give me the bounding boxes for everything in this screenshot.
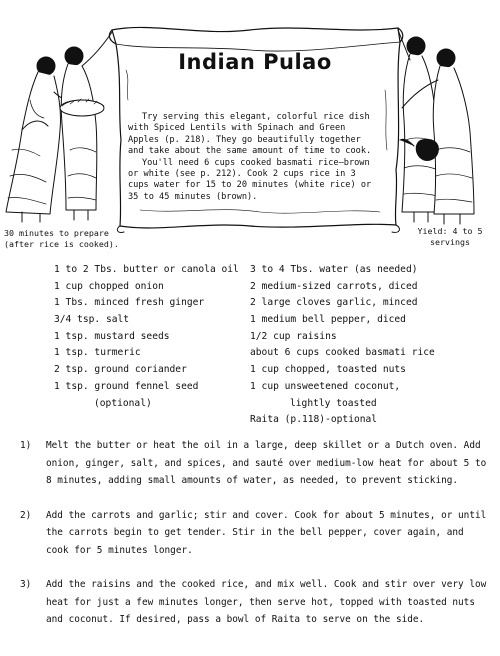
- step-text: Add the carrots and garlic; stir and cover. Cook for about 5 minutes, or until the carrots begin to get tender. Stir in the bell pepper, cover again, and cook for 5 minutes longer.: [46, 509, 487, 556]
- instruction-step: [20, 507, 490, 560]
- ingredient-item: 2 tsp. ground coriander: [54, 364, 187, 376]
- ingredient-item: 1 tsp. ground fennel seed: [54, 380, 199, 392]
- ingredient-item: 1 medium bell pepper, diced: [250, 314, 406, 326]
- ingredient-item: 1 Tbs. minced fresh ginger: [54, 297, 205, 309]
- step-text: Add the raisins and the cooked rice, and mix well. Cook and stir over very low heat for just a few minutes longer, then serve hot, topped with toasted nuts and coconut. If desired, pass a bowl of Raita to serve on the side.: [46, 579, 487, 625]
- recipe-title: Indian Pulao: [178, 50, 332, 74]
- ingredient-item: 1 tsp. mustard seeds: [54, 330, 170, 342]
- ingredient-item: 1 tsp. turmeric: [54, 347, 141, 359]
- instruction-step: [20, 576, 490, 629]
- left-woman-with-basket: [60, 32, 112, 220]
- ingredient-item: 2 medium-sized carrots, diced: [250, 280, 418, 292]
- recipe-intro: [128, 112, 380, 203]
- ingredient-item: lightly toasted: [290, 397, 377, 409]
- step-number: 3): [20, 579, 32, 590]
- ingredients-left-column: [54, 262, 244, 412]
- ingredient-item: Raita (p.118)-optional: [250, 414, 378, 426]
- ingredient-item: 1 cup chopped, toasted nuts: [250, 364, 406, 376]
- ingredients-right-column: [250, 262, 450, 429]
- right-woman-figure: [398, 30, 439, 222]
- prep-time: 30 minutes to prepare (after rice is cooked).: [4, 228, 119, 249]
- ingredient-item: 2 large cloves garlic, minced: [250, 297, 418, 309]
- ingredient-item: 1 cup unsweetened coconut,: [250, 380, 401, 392]
- step-text: Melt the butter or heat the oil in a large, deep skillet or a Dutch oven. Add onion, ginger, salt, and spices, and sauté over medium-low heat for about 5 to 8 minutes, adding small amounts of water, as needed, to prevent sticking.: [46, 440, 487, 486]
- instructions: [20, 437, 490, 629]
- instruction-step: [20, 437, 490, 490]
- step-number: 1): [20, 440, 32, 451]
- ingredient-item: 3 to 4 Tbs. water (as needed): [250, 264, 418, 275]
- intro-paragraph: You'll need 6 cups cooked basmati rice—brown or white (see p. 212). Cook 2 cups rice in 3 cups water for 15 to 20 minutes (white rice) or 35 to 45 minutes (brown).: [128, 157, 372, 202]
- ingredient-item: (optional): [94, 397, 152, 409]
- ingredient-item: about 6 cups cooked basmati rice: [250, 347, 435, 359]
- intro-paragraph: Try serving this elegant, colorful rice dish with Spiced Lentils with Spinach and Green Apples (p. 218). They go beautifully together and take about the same amount of time to cook.: [128, 112, 372, 157]
- step-number: 2): [20, 509, 32, 521]
- ingredient-item: 1 to 2 Tbs. butter or canola oil: [54, 264, 239, 275]
- ingredient-item: 3/4 tsp. salt: [54, 314, 130, 326]
- yield: Yield: 4 to 5 servings: [417, 226, 483, 247]
- ingredient-item: 1 cup chopped onion: [54, 280, 164, 292]
- ingredient-item: 1/2 cup raisins: [250, 330, 337, 342]
